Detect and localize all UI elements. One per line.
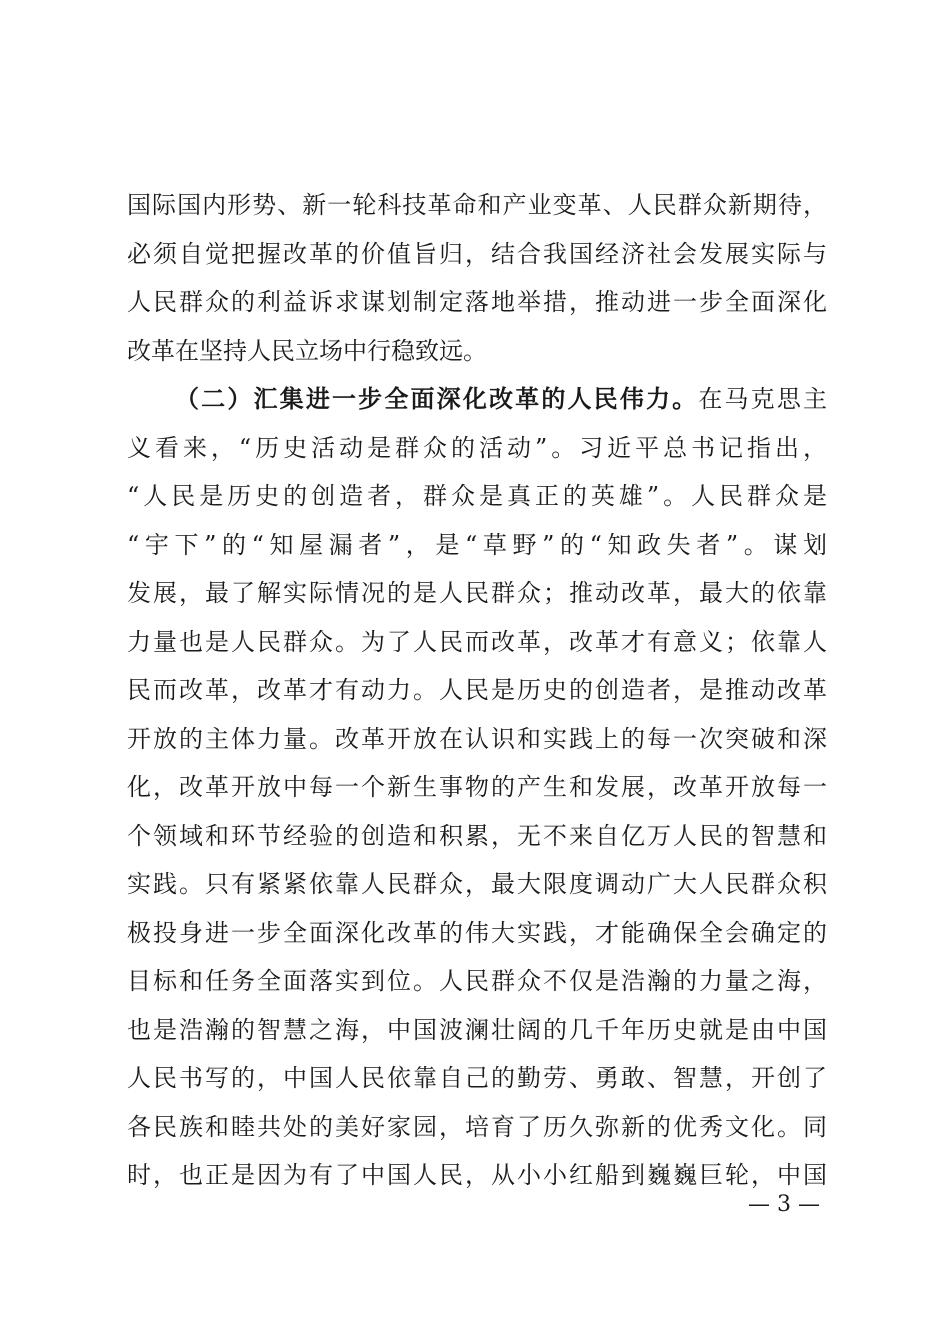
text-line-content: 时，也正是因为有了中国人民，从小小红船到巍巍巨轮，中国 — [127, 1161, 829, 1189]
text-line-content: “人民是历史的创造者，群众是真正的英雄”。人民群众是 — [127, 482, 831, 510]
text-line-content: 个领域和环节经验的创造和积累，无不来自亿万人民的智慧和 — [127, 821, 829, 850]
paragraph-2 — [127, 375, 833, 1200]
text-line-content: 人民书写的，中国人民依靠自己的勤劳、勇敢、智慧，开创了 — [127, 1064, 829, 1092]
text-line — [127, 278, 827, 327]
text-line — [127, 763, 827, 812]
text-line-content: 开放的主体力量。改革开放在认识和实践上的每一次突破和深 — [127, 724, 829, 753]
text-line — [127, 957, 827, 1006]
text-line-content: 化，改革开放中每一个新生事物的产生和发展，改革开放每一 — [127, 773, 829, 801]
text-line-content: 也是浩瀚的智慧之海，中国波澜壮阔的几千年历史就是由中国 — [127, 1015, 829, 1044]
text-line — [127, 860, 827, 909]
text-line-content: 实践。只有紧紧依靠人民群众，最大限度调动广大人民群众积 — [127, 870, 829, 898]
text-line — [127, 181, 827, 230]
text-line — [127, 230, 827, 279]
text-line — [127, 569, 827, 618]
text-line-content: 必须自觉把握改革的价值旨归，结合我国经济社会发展实际与 — [127, 239, 829, 268]
text-line-content: 改革在坚持人民立场中行稳致远。 — [127, 336, 487, 365]
text-line-content: 力量也是人民群众。为了人民而改革，改革才有意义；依靠人 — [127, 627, 829, 656]
text-line — [127, 327, 827, 376]
page-number: — 3 — — [748, 1192, 820, 1217]
text-line-content: 人民群众的利益诉求谋划制定落地举措，推动进一步全面深化 — [127, 288, 829, 316]
body-text — [127, 181, 833, 1200]
text-line-content: “宇下”的“知屋漏者”，是“草野”的“知政失者”。谋划 — [127, 530, 833, 559]
text-line — [127, 715, 827, 764]
text-line-content: 国际国内形势、新一轮科技革命和产业变革、人民群众新期待， — [127, 191, 829, 219]
text-line — [127, 1006, 827, 1055]
text-line — [127, 521, 833, 570]
text-line-content: 民而改革，改革才有动力。人民是历史的创造者，是推动改革 — [127, 676, 829, 704]
text-line-content: 在马克思主 — [698, 385, 830, 413]
text-line — [127, 424, 831, 473]
text-line — [127, 812, 827, 861]
text-line-content: 发展，最了解实际情况的是人民群众；推动改革，最大的依靠 — [127, 579, 829, 607]
text-line-content: 极投身进一步全面深化改革的伟大实践，才能确保全会确定的 — [127, 918, 829, 947]
text-line — [127, 472, 831, 521]
text-line-content: 各民族和睦共处的美好家园，培育了历久弥新的优秀文化。同 — [127, 1112, 829, 1141]
text-line — [127, 666, 827, 715]
text-line — [127, 909, 827, 958]
text-line — [127, 618, 827, 667]
text-line-content: 义看来，“历史活动是群众的活动”。习近平总书记指出， — [127, 433, 831, 462]
text-line — [127, 1151, 827, 1200]
text-line — [127, 375, 830, 424]
paragraph-1 — [127, 181, 827, 375]
section-heading: （二）汇集进一步全面深化改革的人民伟力。 — [175, 384, 699, 413]
text-line — [127, 1054, 827, 1103]
text-line — [127, 1103, 827, 1152]
text-line-content: 目标和任务全面落实到位。人民群众不仅是浩瀚的力量之海， — [127, 967, 829, 995]
